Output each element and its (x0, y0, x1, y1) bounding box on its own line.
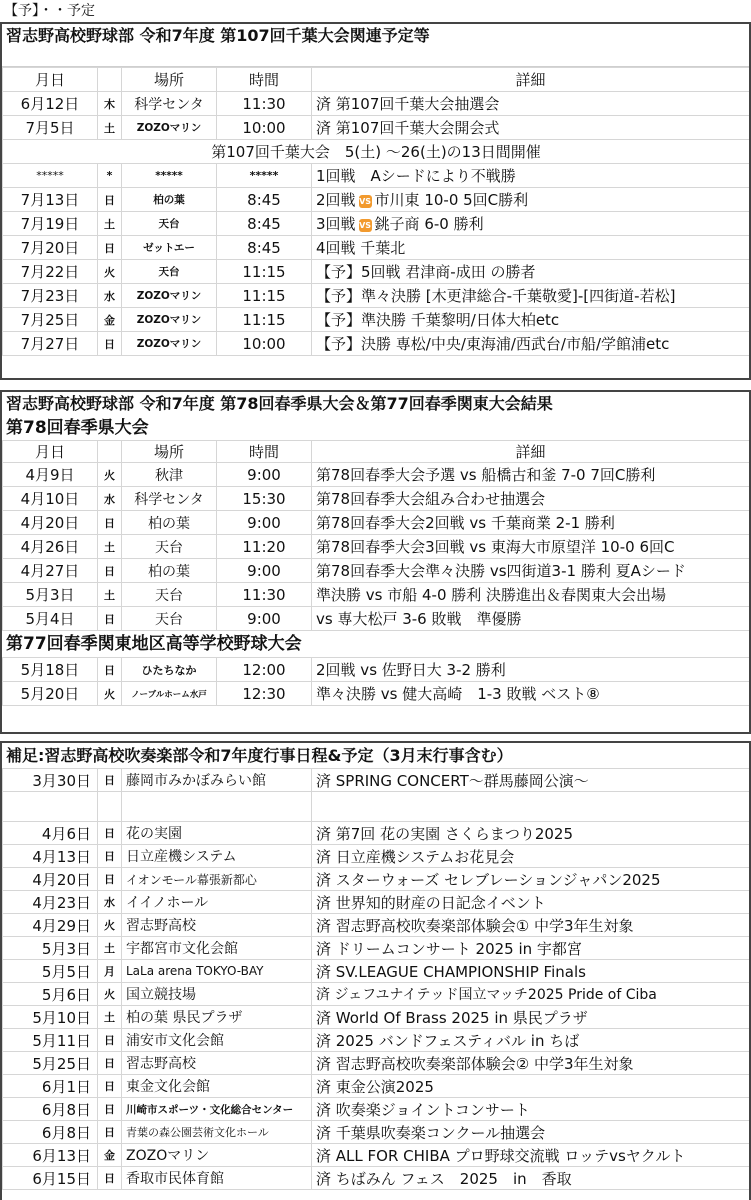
cell-dow: 日 (98, 822, 122, 845)
cell-place: 天台 (122, 607, 217, 631)
table-row (3, 845, 750, 868)
cell-detail: 第78回春季大会準々決勝 vs四街道3-1 勝利 夏Aシード (312, 559, 750, 583)
cell-time: 11:20 (217, 535, 312, 559)
round-label: 3回戦 (316, 215, 356, 233)
table-row (3, 1144, 750, 1167)
cell-date: 4月23日 (3, 891, 98, 914)
cell-dow: 金 (98, 308, 122, 332)
cell-dow: 日 (98, 1075, 122, 1098)
cell-detail: 【予】準々決勝 [木更津総合-千葉敬愛]-[四街道-若松] (312, 284, 750, 308)
cell-place: 柏の葉 (122, 559, 217, 583)
cell-dow: 日 (98, 607, 122, 631)
header-detail: 詳細 (312, 441, 750, 463)
result-text: 銚子商 6-0 勝利 (374, 215, 484, 233)
cell-date: 7月13日 (3, 188, 98, 212)
table-row (3, 960, 750, 983)
legend: 【予】・・予定 (4, 3, 95, 19)
cell-detail: 済 習志野高校吹奏楽部体験会② 中学3年生対象 (312, 1052, 750, 1075)
header-dow (98, 441, 122, 463)
cell-detail: 済 ジェフユナイテッド国立マッチ2025 Pride of Ciba (312, 983, 750, 1006)
cell-detail: 済 日立産機システムお花見会 (312, 845, 750, 868)
cell-detail: 4回戦 千葉北 (312, 236, 750, 260)
round-label: 2回戦 (316, 191, 356, 209)
subsection-title: 第77回春季関東地区高等学校野球大会 (6, 634, 302, 654)
cell-date: 4月27日 (3, 559, 98, 583)
header-detail: 詳細 (312, 68, 750, 92)
cell-place: 青葉の森公園芸術文化ホール (122, 1121, 312, 1144)
cell-place: 天台 (122, 583, 217, 607)
section-title: 習志野高校野球部 令和7年度 第78回春季県大会＆第77回春季関東大会結果 (6, 394, 553, 413)
cell-detail: 準々決勝 vs 健大高崎 1-3 敗戦 ベスト⑧ (312, 682, 750, 706)
table-row (3, 1052, 750, 1075)
cell-dow: 土 (98, 583, 122, 607)
cell-place: ひたちなか (122, 658, 217, 682)
cell-date: 4月10日 (3, 487, 98, 511)
cell-dow: 日 (98, 1029, 122, 1052)
cell-date: 7月25日 (3, 308, 98, 332)
schedule-table (2, 440, 750, 631)
cell-place: イオンモール幕張新都心 (122, 868, 312, 891)
cell-date: 5月10日 (3, 1006, 98, 1029)
cell-date: 4月20日 (3, 511, 98, 535)
cell-place: 花の実園 (122, 822, 312, 845)
cell-dow: 日 (98, 1098, 122, 1121)
cell-dow: 火 (98, 463, 122, 487)
table-row (3, 1029, 750, 1052)
cell-detail: 済 スターウォーズ セレブレーションジャパン2025 (312, 868, 750, 891)
cell-place: LaLa arena TOKYO-BAY (122, 960, 312, 983)
schedule-table (2, 67, 750, 356)
cell-date: 5月5日 (3, 960, 98, 983)
cell-detail: 【予】決勝 専松/中央/東海浦/西武台/市船/学館浦etc (312, 332, 750, 356)
cell-dow: 土 (98, 116, 122, 140)
cell-date: 5月18日 (3, 658, 98, 682)
cell-detail (312, 212, 750, 236)
cell-time: 12:00 (217, 658, 312, 682)
table-row (3, 891, 750, 914)
cell-detail: 済 World Of Brass 2025 in 県民プラザ (312, 1006, 750, 1029)
section-title: 補足:習志野高校吹奏楽部令和7年度行事日程&予定（3月末行事含む） (6, 746, 513, 765)
table-row (3, 92, 750, 116)
cell-time: 11:30 (217, 583, 312, 607)
cell-dow: 日 (98, 658, 122, 682)
cell-detail: 済 SV.LEAGUE CHAMPIONSHIP Finals (312, 960, 750, 983)
cell-detail: 済 第7回 花の実園 さくらまつり2025 (312, 822, 750, 845)
cell-detail: 第78回春季大会3回戦 vs 東海大市原望洋 10-0 6回C (312, 535, 750, 559)
cell-dow: 日 (98, 188, 122, 212)
table-row (3, 559, 750, 583)
cell-date: 4月9日 (3, 463, 98, 487)
vs-icon: VS (359, 221, 372, 230)
cell-dow: 火 (98, 682, 122, 706)
header-place: 場所 (122, 68, 217, 92)
cell-detail: 1回戦 Aシードにより不戦勝 (312, 164, 750, 188)
header-time: 時間 (217, 441, 312, 463)
table-row (3, 983, 750, 1006)
table-row (3, 116, 750, 140)
cell-dow: 土 (98, 535, 122, 559)
table-row (3, 1075, 750, 1098)
table-header (3, 441, 750, 463)
cell-detail: 済 習志野高校吹奏楽部体験会① 中学3年生対象 (312, 914, 750, 937)
section-baseball-summer (0, 22, 751, 380)
table-row (3, 1121, 750, 1144)
cell-detail: 準決勝 vs 市船 4-0 勝利 決勝進出＆春関東大会出場 (312, 583, 750, 607)
cell-detail: 第78回春季大会予選 vs 船橋古和釜 7-0 7回C勝利 (312, 463, 750, 487)
cell-time: 15:30 (217, 487, 312, 511)
header-date: 月日 (3, 441, 98, 463)
cell-date: 7月23日 (3, 284, 98, 308)
cell-date: 6月1日 (3, 1075, 98, 1098)
cell-dow: 水 (98, 487, 122, 511)
cell-date: 7月19日 (3, 212, 98, 236)
blank-cell (312, 792, 750, 822)
cell-dow: 日 (98, 868, 122, 891)
cell-detail: 第78回春季大会2回戦 vs 千葉商業 2-1 勝利 (312, 511, 750, 535)
cell-date: ***** (3, 164, 98, 188)
table-row (3, 308, 750, 332)
cell-detail: 済 ドリームコンサート 2025 in 宇都宮 (312, 937, 750, 960)
cell-time: 11:15 (217, 284, 312, 308)
cell-place: ゼットエー (122, 236, 217, 260)
cell-detail: 済 SPRING CONCERT～群馬藤岡公演～ (312, 769, 750, 792)
table-row (3, 332, 750, 356)
cell-date: 5月3日 (3, 937, 98, 960)
table-row (3, 937, 750, 960)
table-row (3, 1006, 750, 1029)
cell-dow: 日 (98, 845, 122, 868)
cell-place: ZOZOマリン (122, 284, 217, 308)
tournament-period: 第107回千葉大会 5(土) ～26(土)の13日間開催 (3, 140, 750, 164)
cell-dow: * (98, 164, 122, 188)
cell-date: 3月30日 (3, 769, 98, 792)
cell-date: 7月5日 (3, 116, 98, 140)
cell-place: ZOZOマリン (122, 308, 217, 332)
header-place: 場所 (122, 441, 217, 463)
cell-place: 天台 (122, 260, 217, 284)
cell-place: ZOZOマリン (122, 1144, 312, 1167)
cell-date: 5月4日 (3, 607, 98, 631)
section-baseball-spring (0, 390, 751, 734)
cell-detail: 2回戦 vs 佐野日大 3-2 勝利 (312, 658, 750, 682)
section-title: 習志野高校野球部 令和7年度 第107回千葉大会関連予定等 (6, 26, 430, 45)
cell-dow: 日 (98, 511, 122, 535)
cell-dow: 日 (98, 769, 122, 792)
cell-date: 5月20日 (3, 682, 98, 706)
cell-detail: 済 ちばみん フェス 2025 in 香取 (312, 1167, 750, 1190)
cell-date: 4月13日 (3, 845, 98, 868)
cell-date: 4月6日 (3, 822, 98, 845)
cell-time: 8:45 (217, 236, 312, 260)
cell-dow: 日 (98, 1052, 122, 1075)
table-row (3, 868, 750, 891)
cell-dow: 月 (98, 960, 122, 983)
cell-detail: 済 第107回千葉大会開会式 (312, 116, 750, 140)
cell-detail (312, 188, 750, 212)
cell-dow: 火 (98, 983, 122, 1006)
table-row (3, 535, 750, 559)
cell-detail: 済 2025 バンドフェスティバル in ちば (312, 1029, 750, 1052)
table-row (3, 236, 750, 260)
cell-place: 天台 (122, 535, 217, 559)
table-row (3, 1167, 750, 1190)
cell-date: 6月13日 (3, 1144, 98, 1167)
cell-place: 藤岡市みかぼみらい館 (122, 769, 312, 792)
cell-place: 習志野高校 (122, 1052, 312, 1075)
cell-dow: 金 (98, 1144, 122, 1167)
table-row (3, 188, 750, 212)
blank-row (2, 48, 749, 67)
cell-time: 11:15 (217, 260, 312, 284)
cell-time: 9:00 (217, 463, 312, 487)
result-text: 市川東 10-0 5回C勝利 (374, 191, 529, 209)
table-row (3, 164, 750, 188)
cell-detail: 済 世界知的財産の日記念イベント (312, 891, 750, 914)
cell-date: 7月27日 (3, 332, 98, 356)
cell-place: 香取市民体育館 (122, 1167, 312, 1190)
cell-date: 5月11日 (3, 1029, 98, 1052)
cell-detail: 第78回春季大会組み合わせ抽選会 (312, 487, 750, 511)
cell-detail: 済 ALL FOR CHIBA プロ野球交流戦 ロッテvsヤクルト (312, 1144, 750, 1167)
schedule-table (2, 768, 750, 1190)
schedule-table (2, 657, 750, 706)
cell-place: ZOZOマリン (122, 332, 217, 356)
table-row (3, 212, 750, 236)
cell-time: 8:45 (217, 212, 312, 236)
cell-dow: 火 (98, 914, 122, 937)
cell-date: 5月25日 (3, 1052, 98, 1075)
cell-place: ノーブルホーム水戸 (122, 682, 217, 706)
blank-cell (122, 792, 312, 822)
cell-place: 国立競技場 (122, 983, 312, 1006)
cell-date: 6月8日 (3, 1098, 98, 1121)
table-row (3, 822, 750, 845)
cell-detail: 【予】準決勝 千葉黎明/日体大柏etc (312, 308, 750, 332)
cell-detail: 済 千葉県吹奏楽コンクール抽選会 (312, 1121, 750, 1144)
table-header (3, 68, 750, 92)
cell-time: 9:00 (217, 511, 312, 535)
cell-place: 柏の葉 県民プラザ (122, 1006, 312, 1029)
table-row (3, 511, 750, 535)
table-row (3, 658, 750, 682)
header-time: 時間 (217, 68, 312, 92)
cell-place: 習志野高校 (122, 914, 312, 937)
table-row (3, 463, 750, 487)
cell-dow: 日 (98, 332, 122, 356)
cell-date: 6月8日 (3, 1121, 98, 1144)
cell-date: 6月12日 (3, 92, 98, 116)
cell-time: 9:00 (217, 607, 312, 631)
cell-place: 宇都宮市文化会館 (122, 937, 312, 960)
blank-cell (98, 792, 122, 822)
cell-place: 科学センタ (122, 92, 217, 116)
cell-place: 科学センタ (122, 487, 217, 511)
blank-row (3, 792, 750, 822)
cell-place: 秋津 (122, 463, 217, 487)
cell-time: 8:45 (217, 188, 312, 212)
cell-date: 4月20日 (3, 868, 98, 891)
cell-place: イイノホール (122, 891, 312, 914)
cell-date: 4月26日 (3, 535, 98, 559)
cell-dow: 土 (98, 212, 122, 236)
cell-time: 9:00 (217, 559, 312, 583)
cell-dow: 日 (98, 236, 122, 260)
cell-time: ***** (217, 164, 312, 188)
cell-detail: vs 専大松戸 3-6 敗戦 準優勝 (312, 607, 750, 631)
cell-dow: 火 (98, 260, 122, 284)
table-row (3, 583, 750, 607)
cell-dow: 土 (98, 1006, 122, 1029)
cell-date: 5月3日 (3, 583, 98, 607)
cell-place: 川崎市スポーツ・文化総合センター (122, 1098, 312, 1121)
cell-time: 12:30 (217, 682, 312, 706)
cell-date: 4月29日 (3, 914, 98, 937)
table-row (3, 914, 750, 937)
cell-place: 東金文化会館 (122, 1075, 312, 1098)
table-row (3, 260, 750, 284)
cell-date: 5月6日 (3, 983, 98, 1006)
cell-time: 10:00 (217, 332, 312, 356)
header-dow (98, 68, 122, 92)
cell-place: 柏の葉 (122, 188, 217, 212)
cell-dow: 日 (98, 1167, 122, 1190)
cell-date: 7月22日 (3, 260, 98, 284)
cell-dow: 木 (98, 92, 122, 116)
table-row (3, 607, 750, 631)
cell-detail: 【予】5回戦 君津商-成田 の勝者 (312, 260, 750, 284)
cell-dow: 日 (98, 559, 122, 583)
cell-dow: 土 (98, 937, 122, 960)
table-row (3, 769, 750, 792)
cell-dow: 日 (98, 1121, 122, 1144)
tournament-period-row (3, 140, 750, 164)
cell-detail: 済 第107回千葉大会抽選会 (312, 92, 750, 116)
table-row (3, 682, 750, 706)
cell-dow: 水 (98, 891, 122, 914)
cell-date: 7月20日 (3, 236, 98, 260)
cell-time: 11:30 (217, 92, 312, 116)
table-row (3, 487, 750, 511)
section-brass-band (0, 741, 751, 1200)
cell-detail: 済 吹奏楽ジョイントコンサート (312, 1098, 750, 1121)
cell-date: 6月15日 (3, 1167, 98, 1190)
cell-place: 柏の葉 (122, 511, 217, 535)
cell-time: 11:15 (217, 308, 312, 332)
header-date: 月日 (3, 68, 98, 92)
cell-detail: 済 東金公演2025 (312, 1075, 750, 1098)
vs-icon: VS (359, 197, 372, 206)
cell-place: ***** (122, 164, 217, 188)
cell-place: ZOZOマリン (122, 116, 217, 140)
blank-cell (3, 792, 98, 822)
cell-place: 浦安市文化会館 (122, 1029, 312, 1052)
cell-dow: 水 (98, 284, 122, 308)
table-row (3, 1098, 750, 1121)
subsection-title: 第78回春季県大会 (6, 418, 149, 438)
cell-time: 10:00 (217, 116, 312, 140)
table-row (3, 284, 750, 308)
cell-place: 日立産機システム (122, 845, 312, 868)
cell-place: 天台 (122, 212, 217, 236)
